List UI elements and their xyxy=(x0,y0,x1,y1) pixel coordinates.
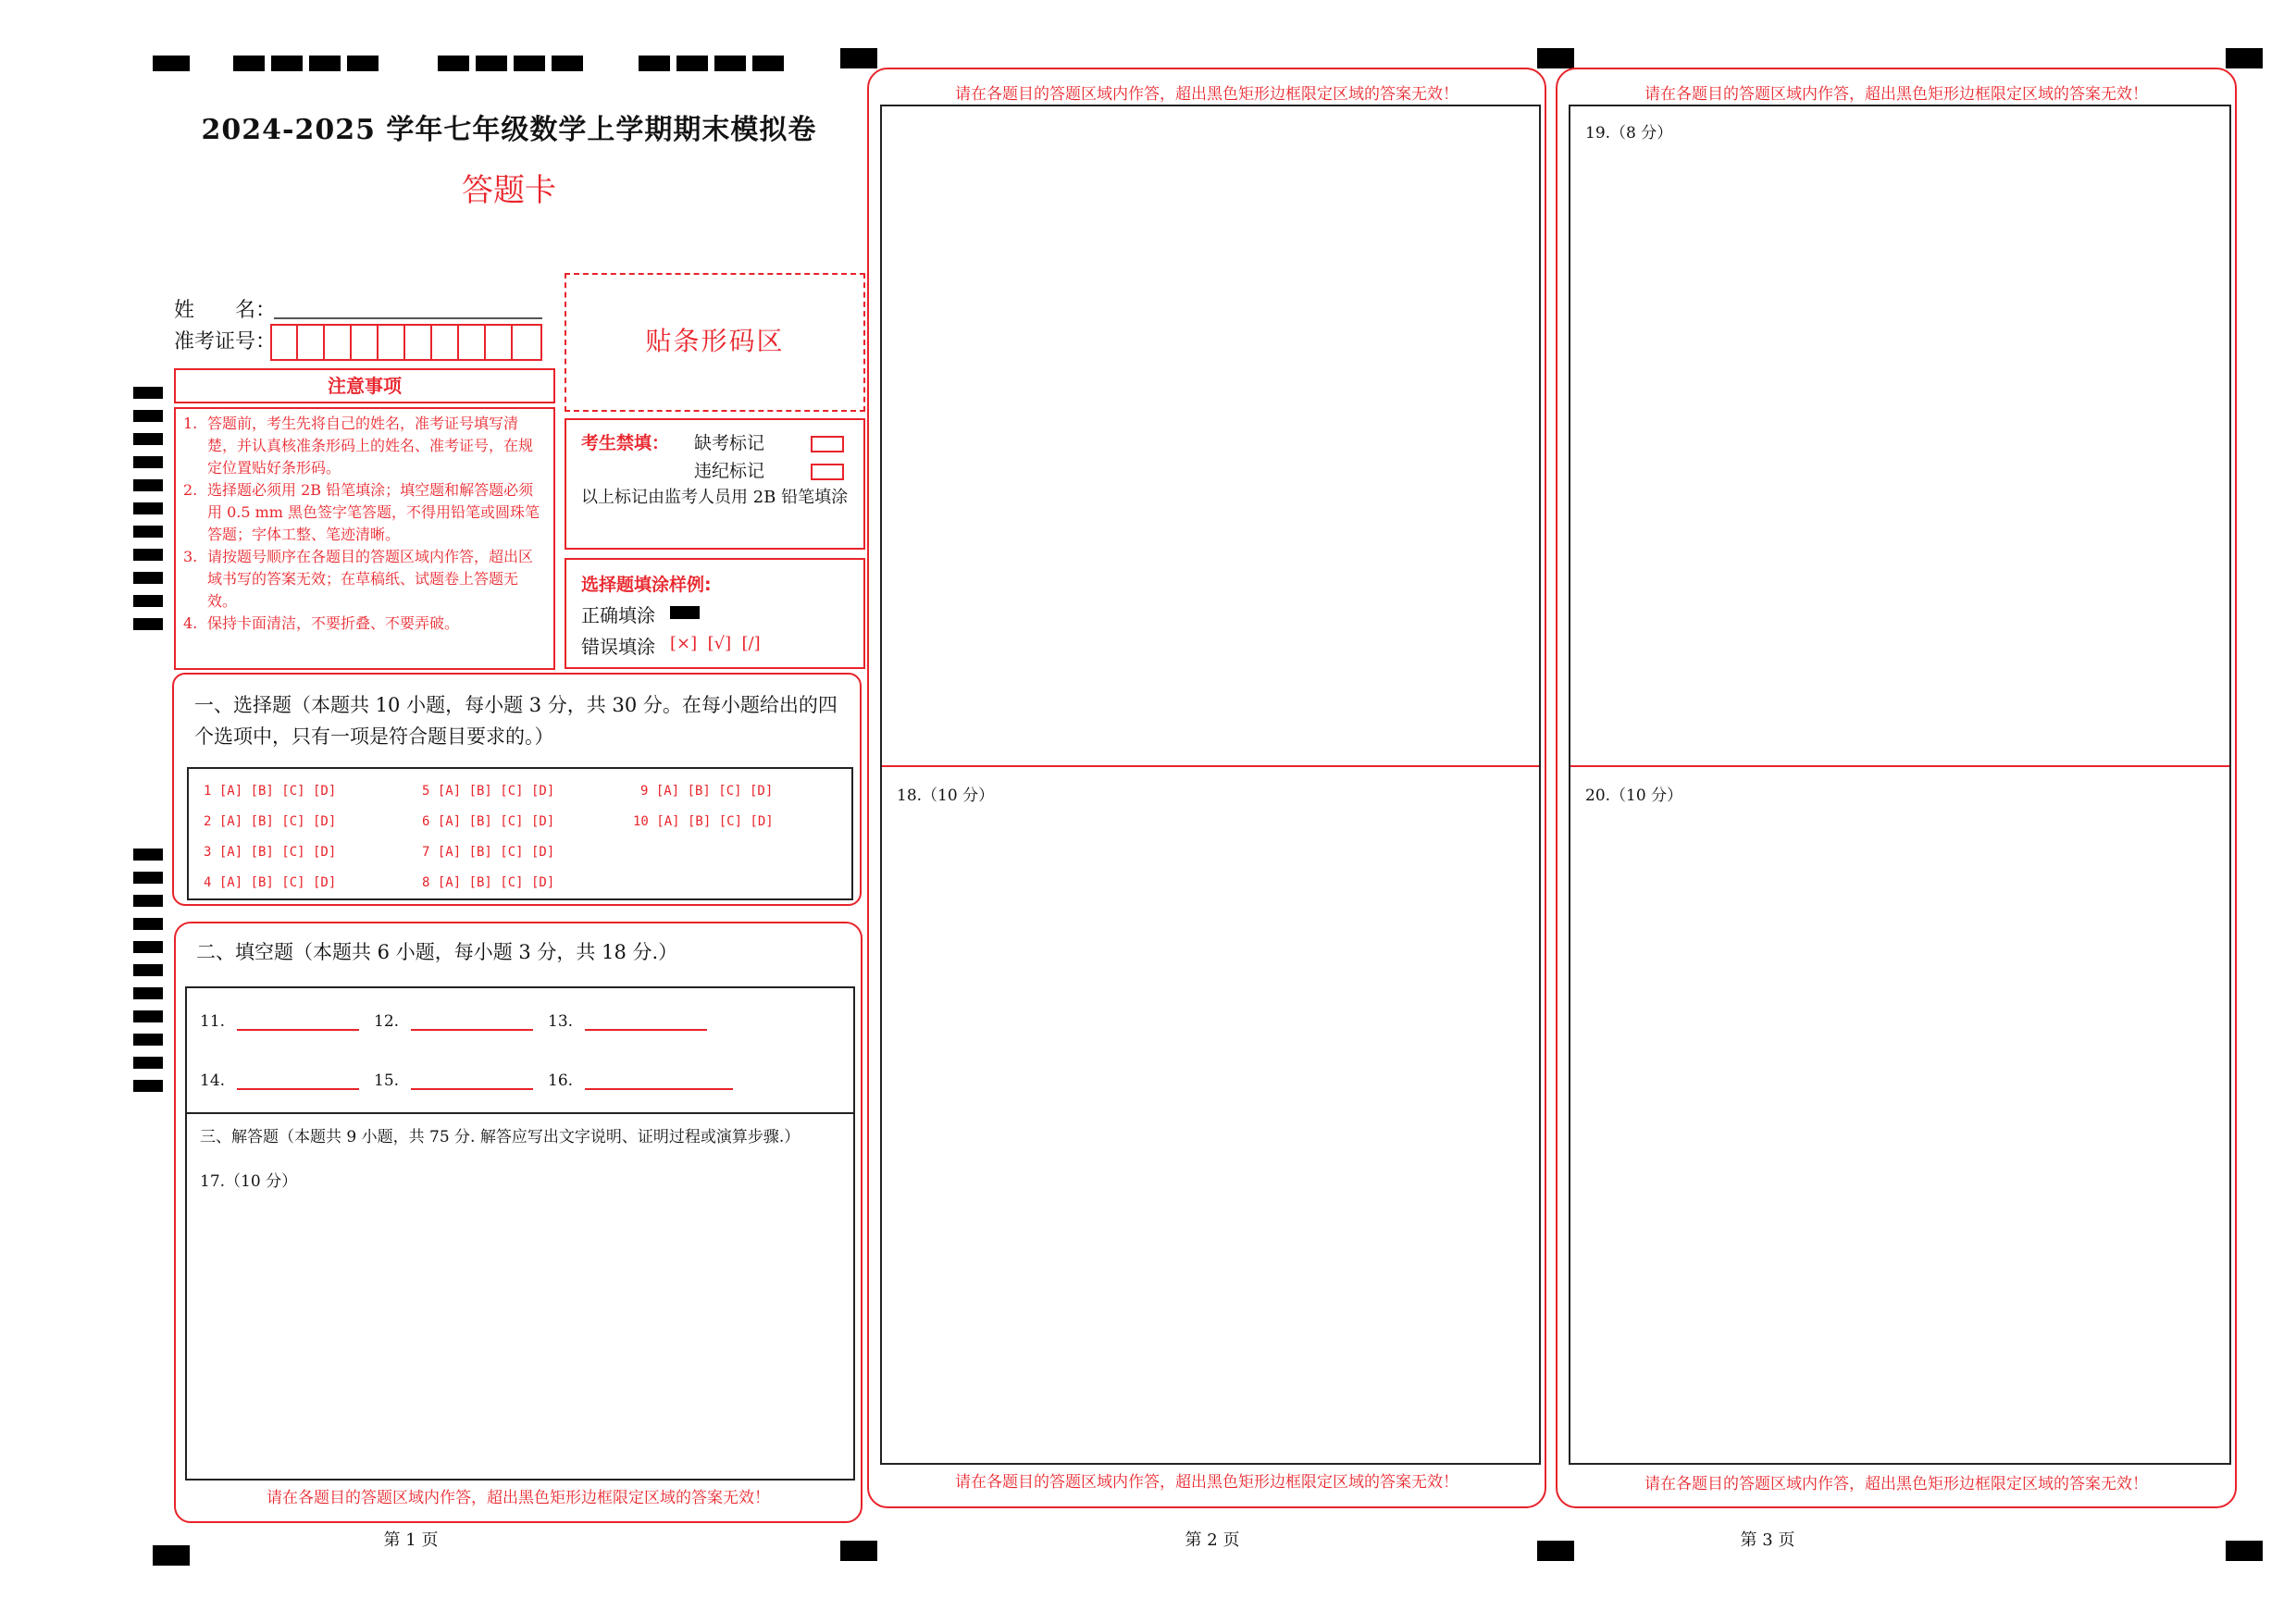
timing-mark xyxy=(271,56,303,71)
id-cell[interactable] xyxy=(353,326,379,361)
timing-mark xyxy=(133,849,163,861)
timing-mark xyxy=(133,410,163,422)
timing-mark xyxy=(133,872,163,884)
notice-num: 2. xyxy=(183,481,198,499)
timing-mark xyxy=(133,1010,163,1022)
id-cell[interactable] xyxy=(433,326,459,361)
choice-row-2[interactable]: 2 [A] [B] [C] [D] xyxy=(204,814,337,829)
choice-row-6[interactable]: 6 [A] [B] [C] [D] xyxy=(422,814,555,829)
blank-label-16: 16. xyxy=(548,1072,574,1090)
blank-label-11: 11. xyxy=(200,1012,226,1031)
choice-row-3[interactable]: 3 [A] [B] [C] [D] xyxy=(204,845,337,860)
id-cell[interactable] xyxy=(299,326,325,361)
question-19-label: 19.（8 分） xyxy=(1585,124,1673,142)
blank-13[interactable] xyxy=(585,1029,707,1031)
notice-item xyxy=(183,546,546,613)
fill-answer-frame xyxy=(185,986,855,1481)
wrong-fill-sample: [×] [√] [/] xyxy=(670,634,761,653)
timing-mark xyxy=(752,56,784,71)
timing-mark xyxy=(1537,48,1574,68)
timing-mark xyxy=(133,618,163,630)
timing-mark xyxy=(153,56,190,71)
timing-mark xyxy=(133,479,163,491)
timing-mark xyxy=(2226,1541,2263,1561)
timing-mark xyxy=(714,56,746,71)
id-cell[interactable] xyxy=(326,326,352,361)
timing-mark xyxy=(133,1034,163,1046)
exam-id-boxes[interactable] xyxy=(270,324,542,361)
blank-label-15: 15. xyxy=(374,1072,400,1090)
timing-mark xyxy=(1537,1541,1574,1561)
answer-frame-page-3 xyxy=(1569,105,2231,1465)
timing-mark xyxy=(133,456,163,468)
timing-mark xyxy=(153,1545,190,1566)
notice-num: 1. xyxy=(183,415,198,432)
timing-mark xyxy=(133,964,163,976)
correct-fill-sample xyxy=(670,606,700,619)
section-fill-heading: 二、填空题（本题共 6 小题，每小题 3 分，共 18 分.） xyxy=(196,941,678,963)
timing-mark xyxy=(133,1080,163,1092)
timing-mark xyxy=(133,941,163,953)
choice-row-8[interactable]: 8 [A] [B] [C] [D] xyxy=(422,875,555,890)
page-number-2: 第 2 页 xyxy=(1185,1530,1240,1550)
notice-num: 3. xyxy=(183,548,198,565)
blank-label-13: 13. xyxy=(548,1012,574,1031)
answer-area-20[interactable] xyxy=(1570,810,2229,1463)
id-cell[interactable] xyxy=(460,326,486,361)
timing-mark xyxy=(552,56,583,71)
timing-mark xyxy=(309,56,341,71)
timing-mark xyxy=(133,433,163,445)
notice-title: 注意事项 xyxy=(328,375,402,397)
choice-grid xyxy=(187,767,853,900)
section-answer-heading: 三、解答题（本题共 9 小题，共 75 分. 解答应写出文字说明、证明过程或演算步骤.） xyxy=(200,1128,800,1146)
timing-mark xyxy=(840,1541,877,1561)
answer-area-17[interactable] xyxy=(196,1196,840,1464)
timing-mark xyxy=(840,48,877,68)
page-number-1: 第 1 页 xyxy=(383,1530,439,1550)
choice-row-5[interactable]: 5 [A] [B] [C] [D] xyxy=(422,784,555,799)
timing-mark xyxy=(2226,48,2263,68)
timing-mark xyxy=(133,918,163,930)
timing-mark xyxy=(133,1057,163,1069)
exam-id-label: 准考证号： xyxy=(174,330,277,353)
out-of-bounds-warning: 请在各题目的答题区域内作答，超出黑色矩形边框限定区域的答案无效！ xyxy=(267,1489,770,1507)
absent-label: 缺考标记 xyxy=(694,433,765,453)
blank-label-12: 12. xyxy=(374,1012,400,1031)
section-choice xyxy=(172,673,862,906)
out-of-bounds-warning: 请在各题目的答题区域内作答，超出黑色矩形边框限定区域的答案无效！ xyxy=(1644,1475,2148,1493)
blank-16[interactable] xyxy=(585,1088,733,1090)
out-of-bounds-warning: 请在各题目的答题区域内作答，超出黑色矩形边框限定区域的答案无效！ xyxy=(955,1473,1458,1492)
notice-title-box xyxy=(174,368,555,403)
blank-label-14: 14. xyxy=(200,1072,226,1090)
out-of-bounds-warning: 请在各题目的答题区域内作答，超出黑色矩形边框限定区域的答案无效！ xyxy=(955,85,1458,104)
question-divider xyxy=(1570,765,2229,767)
answer-area-19[interactable] xyxy=(1570,147,2229,765)
timing-mark xyxy=(133,387,163,399)
blank-12[interactable] xyxy=(411,1029,533,1031)
page-2-frame xyxy=(867,68,1546,1508)
section-choice-heading: 一、选择题（本题共 10 小题，每小题 3 分，共 30 分。在每小题给出的四个选项中，只有一项是符合题目要求的。） xyxy=(194,694,838,748)
blank-15[interactable] xyxy=(411,1088,533,1090)
timing-mark xyxy=(133,526,163,538)
timing-mark xyxy=(133,595,163,607)
question-18-label: 18.（10 分） xyxy=(897,787,995,805)
notice-item xyxy=(183,413,546,479)
timing-mark xyxy=(133,502,163,514)
choice-row-9[interactable]: 9 [A] [B] [C] [D] xyxy=(640,784,774,799)
choice-row-4[interactable]: 4 [A] [B] [C] [D] xyxy=(204,875,337,890)
barcode-area xyxy=(565,273,865,412)
blank-14[interactable] xyxy=(237,1088,359,1090)
section-divider xyxy=(187,1112,853,1114)
answer-area-continued[interactable] xyxy=(882,106,1539,765)
barcode-label: 贴条形码区 xyxy=(645,326,785,356)
timing-mark xyxy=(347,56,379,71)
page-number-3: 第 3 页 xyxy=(1740,1530,1795,1550)
notice-text: 请按题号顺序在各题目的答题区域内作答，超出区域书写的答案无效；在草稿纸、试题卷上答题无效。 xyxy=(207,548,534,610)
id-cell[interactable] xyxy=(272,326,298,361)
notice-item xyxy=(183,479,546,546)
answer-area-18[interactable] xyxy=(882,810,1539,1463)
answer-frame-page-2 xyxy=(880,105,1541,1465)
timing-mark xyxy=(233,56,265,71)
prohibited-note: 以上标记由监考人员用 2B 铅笔填涂 xyxy=(581,488,849,507)
page-3-frame xyxy=(1556,68,2237,1508)
name-field[interactable] xyxy=(274,317,542,319)
notice-text: 保持卡面清洁，不要折叠、不要弄破。 xyxy=(207,614,460,632)
blank-11[interactable] xyxy=(237,1029,359,1031)
timing-mark xyxy=(476,56,507,71)
violation-label: 违纪标记 xyxy=(694,461,765,481)
fill-example-box xyxy=(565,558,865,669)
choice-row-1[interactable]: 1 [A] [B] [C] [D] xyxy=(204,784,337,799)
timing-mark xyxy=(639,56,670,71)
violation-mark-box[interactable] xyxy=(811,464,844,480)
timing-mark xyxy=(438,56,469,71)
prohibited-title: 考生禁填： xyxy=(581,433,670,453)
question-divider xyxy=(882,765,1539,767)
notice-text: 选择题必须用 2B 铅笔填涂；填空题和解答题必须用 0.5 mm 黑色签字笔答题，不得用铅笔或圆珠笔答题；字体工整、笔迹清晰。 xyxy=(207,481,540,543)
id-cell[interactable] xyxy=(406,326,432,361)
timing-mark xyxy=(676,56,708,71)
notice-box xyxy=(174,407,555,670)
notice-item xyxy=(183,613,546,635)
page-title: 2024-2025 学年七年级数学上学期期末模拟卷 xyxy=(201,114,817,146)
name-label: 姓 名： xyxy=(174,299,277,322)
timing-mark xyxy=(133,549,163,561)
notice-text: 答题前，考生先将自己的姓名，准考证号填写清楚，并认真核准条形码上的姓名、准考证号，在规定位置贴好条形码。 xyxy=(207,415,534,477)
id-cell[interactable] xyxy=(487,326,513,361)
timing-mark xyxy=(133,895,163,907)
timing-mark xyxy=(133,572,163,584)
id-cell[interactable] xyxy=(379,326,405,361)
choice-row-10[interactable]: 10 [A] [B] [C] [D] xyxy=(633,814,774,829)
correct-fill-label: 正确填涂 xyxy=(581,604,655,626)
section-fill-and-answer xyxy=(174,922,863,1523)
absent-mark-box[interactable] xyxy=(811,436,844,452)
question-17-label: 17.（10 分） xyxy=(200,1172,298,1191)
answer-card-title: 答题卡 xyxy=(462,172,556,209)
notice-num: 4. xyxy=(183,614,198,632)
choice-row-7[interactable]: 7 [A] [B] [C] [D] xyxy=(422,845,555,860)
timing-mark xyxy=(514,56,545,71)
timing-mark xyxy=(133,987,163,999)
wrong-fill-label: 错误填涂 xyxy=(581,636,655,658)
question-20-label: 20.（10 分） xyxy=(1585,787,1683,805)
out-of-bounds-warning: 请在各题目的答题区域内作答，超出黑色矩形边框限定区域的答案无效！ xyxy=(1644,85,2148,104)
fill-example-title: 选择题填涂样例: xyxy=(581,575,712,595)
prohibited-box xyxy=(565,418,865,550)
